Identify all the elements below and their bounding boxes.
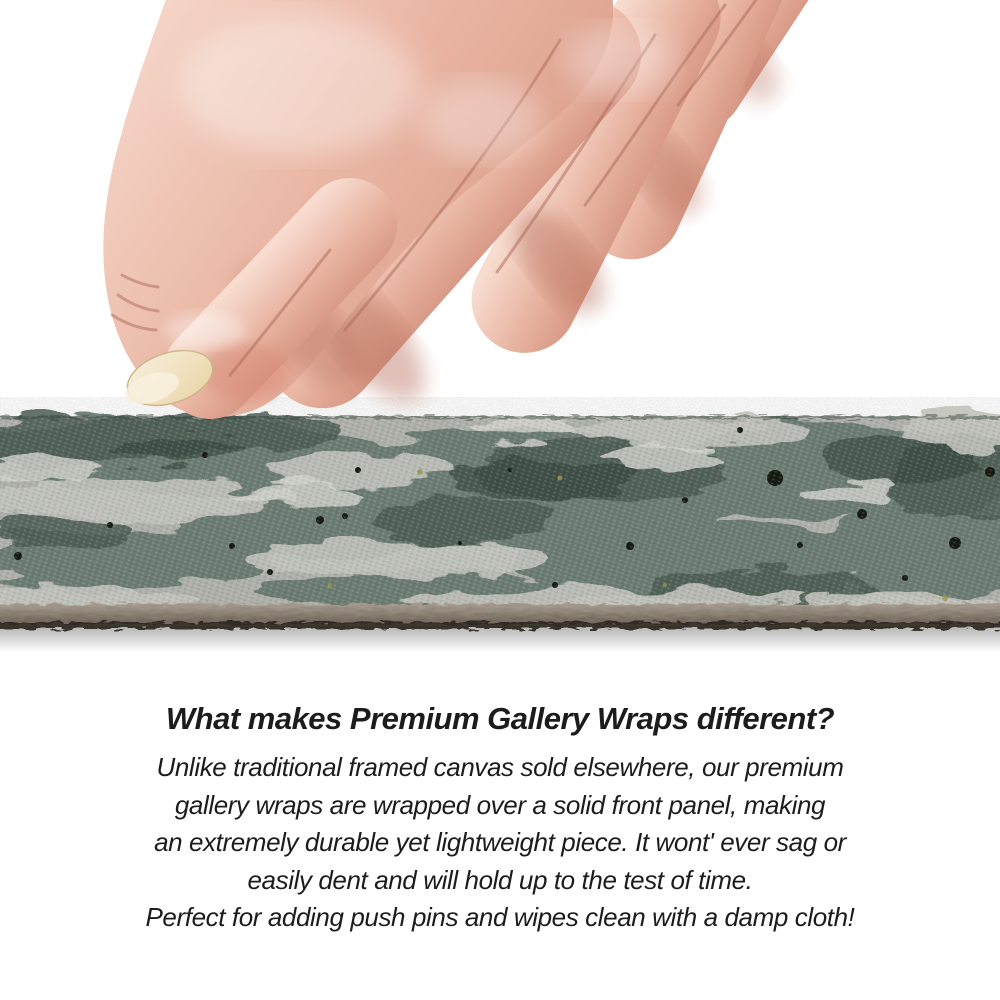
body-line-1: Unlike traditional framed canvas sold elsewhere, our premium: [156, 752, 844, 782]
body-line-5: Perfect for adding push pins and wipes clean with a damp cloth!: [145, 902, 855, 932]
hand-photo: [103, 0, 843, 438]
body-line-2: gallery wraps are wrapped over a solid front panel, making: [174, 789, 826, 820]
grain-overlay: [0, 416, 1000, 606]
thumb-pad-blush: [200, 344, 290, 400]
strip-drop-shadow: [0, 626, 1000, 652]
body-line-4: easily dent and will hold up to the test of time.: [247, 864, 753, 895]
strip-top-rim: [0, 416, 1000, 419]
body-line-3: an extremely durable yet lightweight piece. It wont' ever sag or: [154, 827, 846, 857]
copy-block: [0, 699, 1000, 937]
strip-bottom-edge: [0, 604, 1000, 629]
headline: What makes Premium Gallery Wraps different?: [165, 701, 835, 736]
canvas-edge-strip: [0, 412, 1000, 652]
